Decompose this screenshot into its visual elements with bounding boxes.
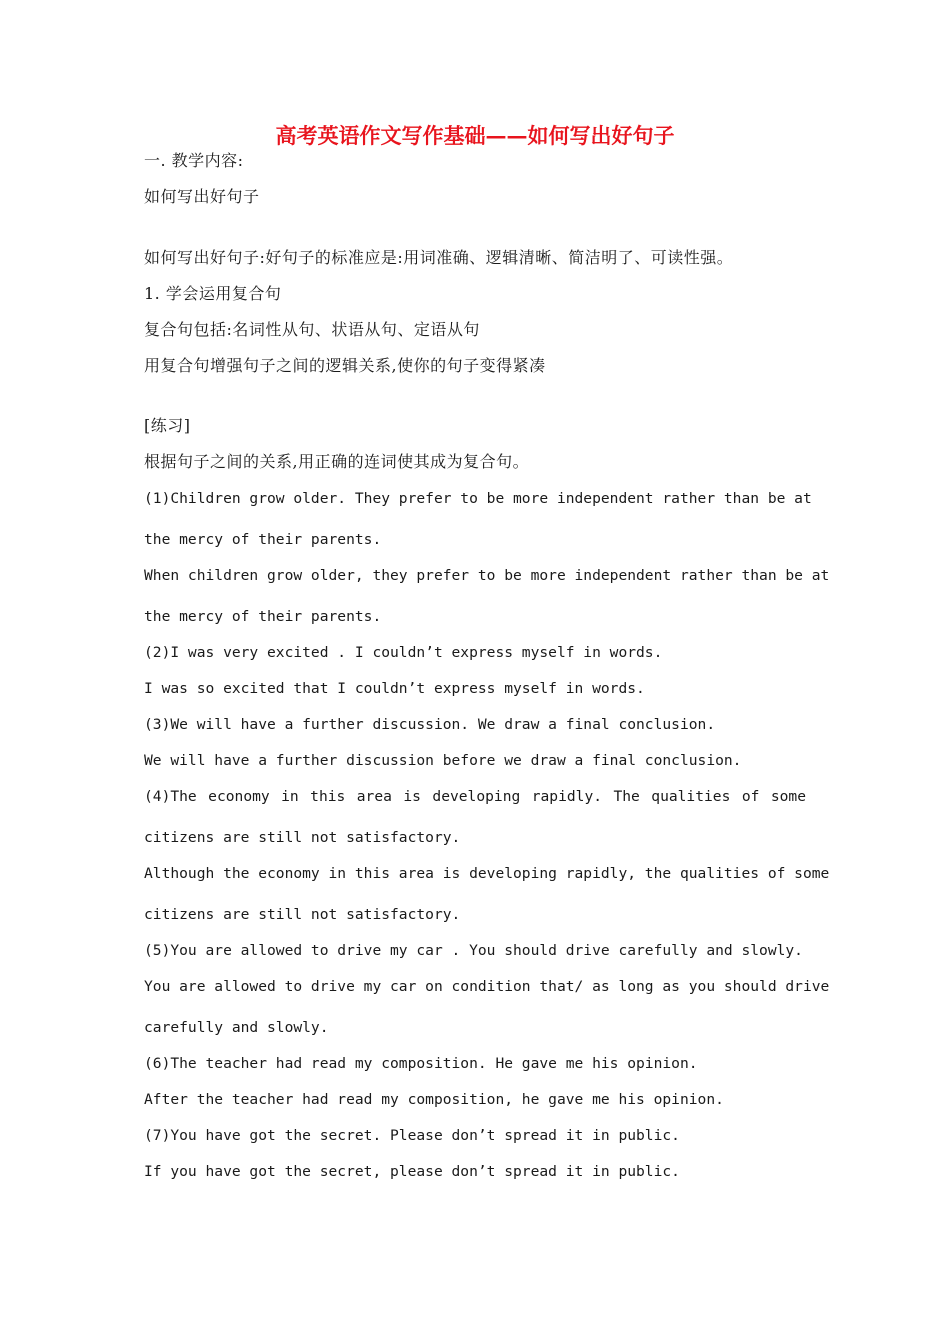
exercise-2-question: (2)I was very excited . I couldn’t express myself in words. [144, 644, 663, 661]
section1-heading: 一. 教学内容: [144, 151, 244, 170]
point1-types: 复合句包括:名词性从句、状语从句、定语从句 [144, 320, 480, 339]
section1-topic: 如何写出好句子 [144, 187, 260, 206]
point1-purpose: 用复合句增强句子之间的逻辑关系,使你的句子变得紧凑 [144, 356, 546, 375]
exercise-4-answer-line-1: Although the economy in this area is developing rapidly, the qualities of some [144, 865, 830, 882]
exercise-5-question: (5)You are allowed to drive my car . You should drive carefully and slowly. [144, 942, 803, 959]
exercise-3-answer: We will have a further discussion before we draw a final conclusion. [144, 752, 742, 769]
point1-heading: 1. 学会运用复合句 [144, 284, 282, 303]
exercise-6-question: (6)The teacher had read my composition. He gave me his opinion. [144, 1055, 698, 1072]
document-title: 高考英语作文写作基础——如何写出好句子 [275, 123, 675, 148]
exercise-4-question-line-2: citizens are still not satisfactory. [144, 829, 461, 846]
practice-label: [练习] [144, 416, 191, 435]
exercise-4-answer-line-2: citizens are still not satisfactory. [144, 906, 461, 923]
exercise-5-answer-line-2: carefully and slowly. [144, 1019, 329, 1036]
exercise-4-question-line-1: (4)The economy in this area is developing rapidly. The qualities of some [144, 788, 806, 805]
exercise-1-question-line-2: the mercy of their parents. [144, 531, 382, 548]
exercise-3-question: (3)We will have a further discussion. We draw a final conclusion. [144, 716, 716, 733]
exercise-1-answer-line-1: When children grow older, they prefer to be more independent rather than be at [144, 567, 830, 584]
exercise-7-question: (7)You have got the secret. Please don’t spread it in public. [144, 1127, 680, 1144]
good-sentence-standard: 如何写出好句子:好句子的标准应是:用词准确、逻辑清晰、简洁明了、可读性强。 [144, 248, 734, 267]
exercise-5-answer-line-1: You are allowed to drive my car on condition that/ as long as you should drive [144, 978, 830, 995]
exercise-1-answer-line-2: the mercy of their parents. [144, 608, 382, 625]
exercise-2-answer: I was so excited that I couldn’t express myself in words. [144, 680, 645, 697]
exercise-7-answer: If you have got the secret, please don’t spread it in public. [144, 1163, 680, 1180]
exercise-1-question-line-1: (1)Children grow older. They prefer to be more independent rather than be at [144, 490, 812, 507]
exercise-6-answer: After the teacher had read my composition, he gave me his opinion. [144, 1091, 724, 1108]
practice-instruction: 根据句子之间的关系,用正确的连词使其成为复合句。 [144, 452, 530, 471]
